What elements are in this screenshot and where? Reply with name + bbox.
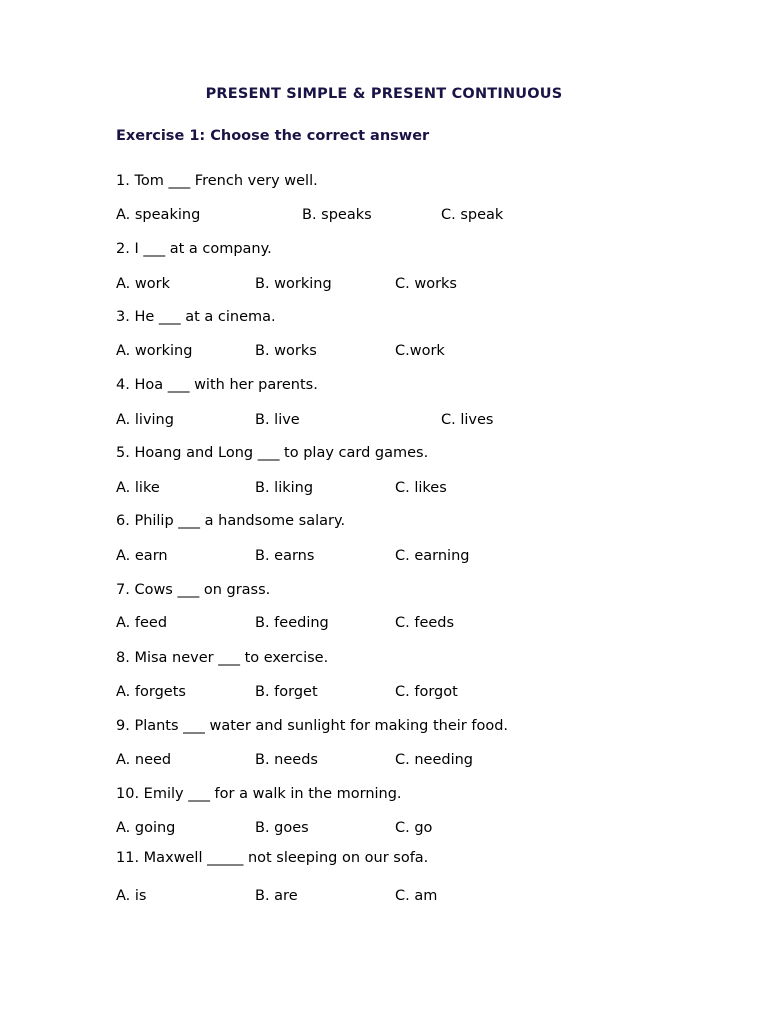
option-b: B. liking (255, 480, 314, 496)
option-c: C. works (395, 276, 457, 292)
question-1: 1. Tom ___ French very well. (116, 173, 318, 189)
option-a: A. speaking (116, 207, 201, 223)
option-c: C. speak (441, 207, 504, 223)
option-b: B. speaks (302, 207, 372, 223)
question-11: 11. Maxwell _____ not sleeping on our sofa. (116, 850, 429, 866)
option-a: A. like (116, 480, 160, 496)
option-c: C. needing (395, 752, 474, 768)
exercise-heading: Exercise 1: Choose the correct answer (116, 128, 430, 144)
option-b: B. works (255, 343, 317, 359)
option-b: B. forget (255, 684, 318, 700)
option-a: A. feed (116, 615, 168, 631)
question-5: 5. Hoang and Long ___ to play card games. (116, 445, 429, 461)
option-b: B. earns (255, 548, 315, 564)
option-c: C. am (395, 888, 438, 904)
option-b: B. are (255, 888, 298, 904)
option-a: A. earn (116, 548, 168, 564)
option-a: A. working (116, 343, 193, 359)
page-title: PRESENT SIMPLE & PRESENT CONTINUOUS (205, 86, 563, 102)
option-b: B. needs (255, 752, 318, 768)
question-7: 7. Cows ___ on grass. (116, 582, 271, 598)
option-b: B. feeding (255, 615, 329, 631)
option-c: C. likes (395, 480, 447, 496)
question-9: 9. Plants ___ water and sunlight for making their food. (116, 718, 509, 734)
option-b: B. live (255, 412, 300, 428)
option-b: B. working (255, 276, 332, 292)
question-2: 2. I ___ at a company. (116, 241, 272, 257)
option-a: A. going (116, 820, 176, 836)
question-6: 6. Philip ___ a handsome salary. (116, 513, 346, 529)
option-c: C. feeds (395, 615, 455, 631)
option-a: A. work (116, 276, 170, 292)
option-b: B. goes (255, 820, 309, 836)
option-a: A. living (116, 412, 174, 428)
option-a: A. forgets (116, 684, 186, 700)
option-c: C. earning (395, 548, 470, 564)
option-c: C. lives (441, 412, 494, 428)
question-3: 3. He ___ at a cinema. (116, 309, 276, 325)
option-a: A. need (116, 752, 172, 768)
option-c: C.work (395, 343, 445, 359)
question-10: 10. Emily ___ for a walk in the morning. (116, 786, 402, 802)
option-c: C. forgot (395, 684, 458, 700)
question-8: 8. Misa never ___ to exercise. (116, 650, 329, 666)
question-4: 4. Hoa ___ with her parents. (116, 377, 318, 393)
option-c: C. go (395, 820, 433, 836)
option-a: A. is (116, 888, 147, 904)
